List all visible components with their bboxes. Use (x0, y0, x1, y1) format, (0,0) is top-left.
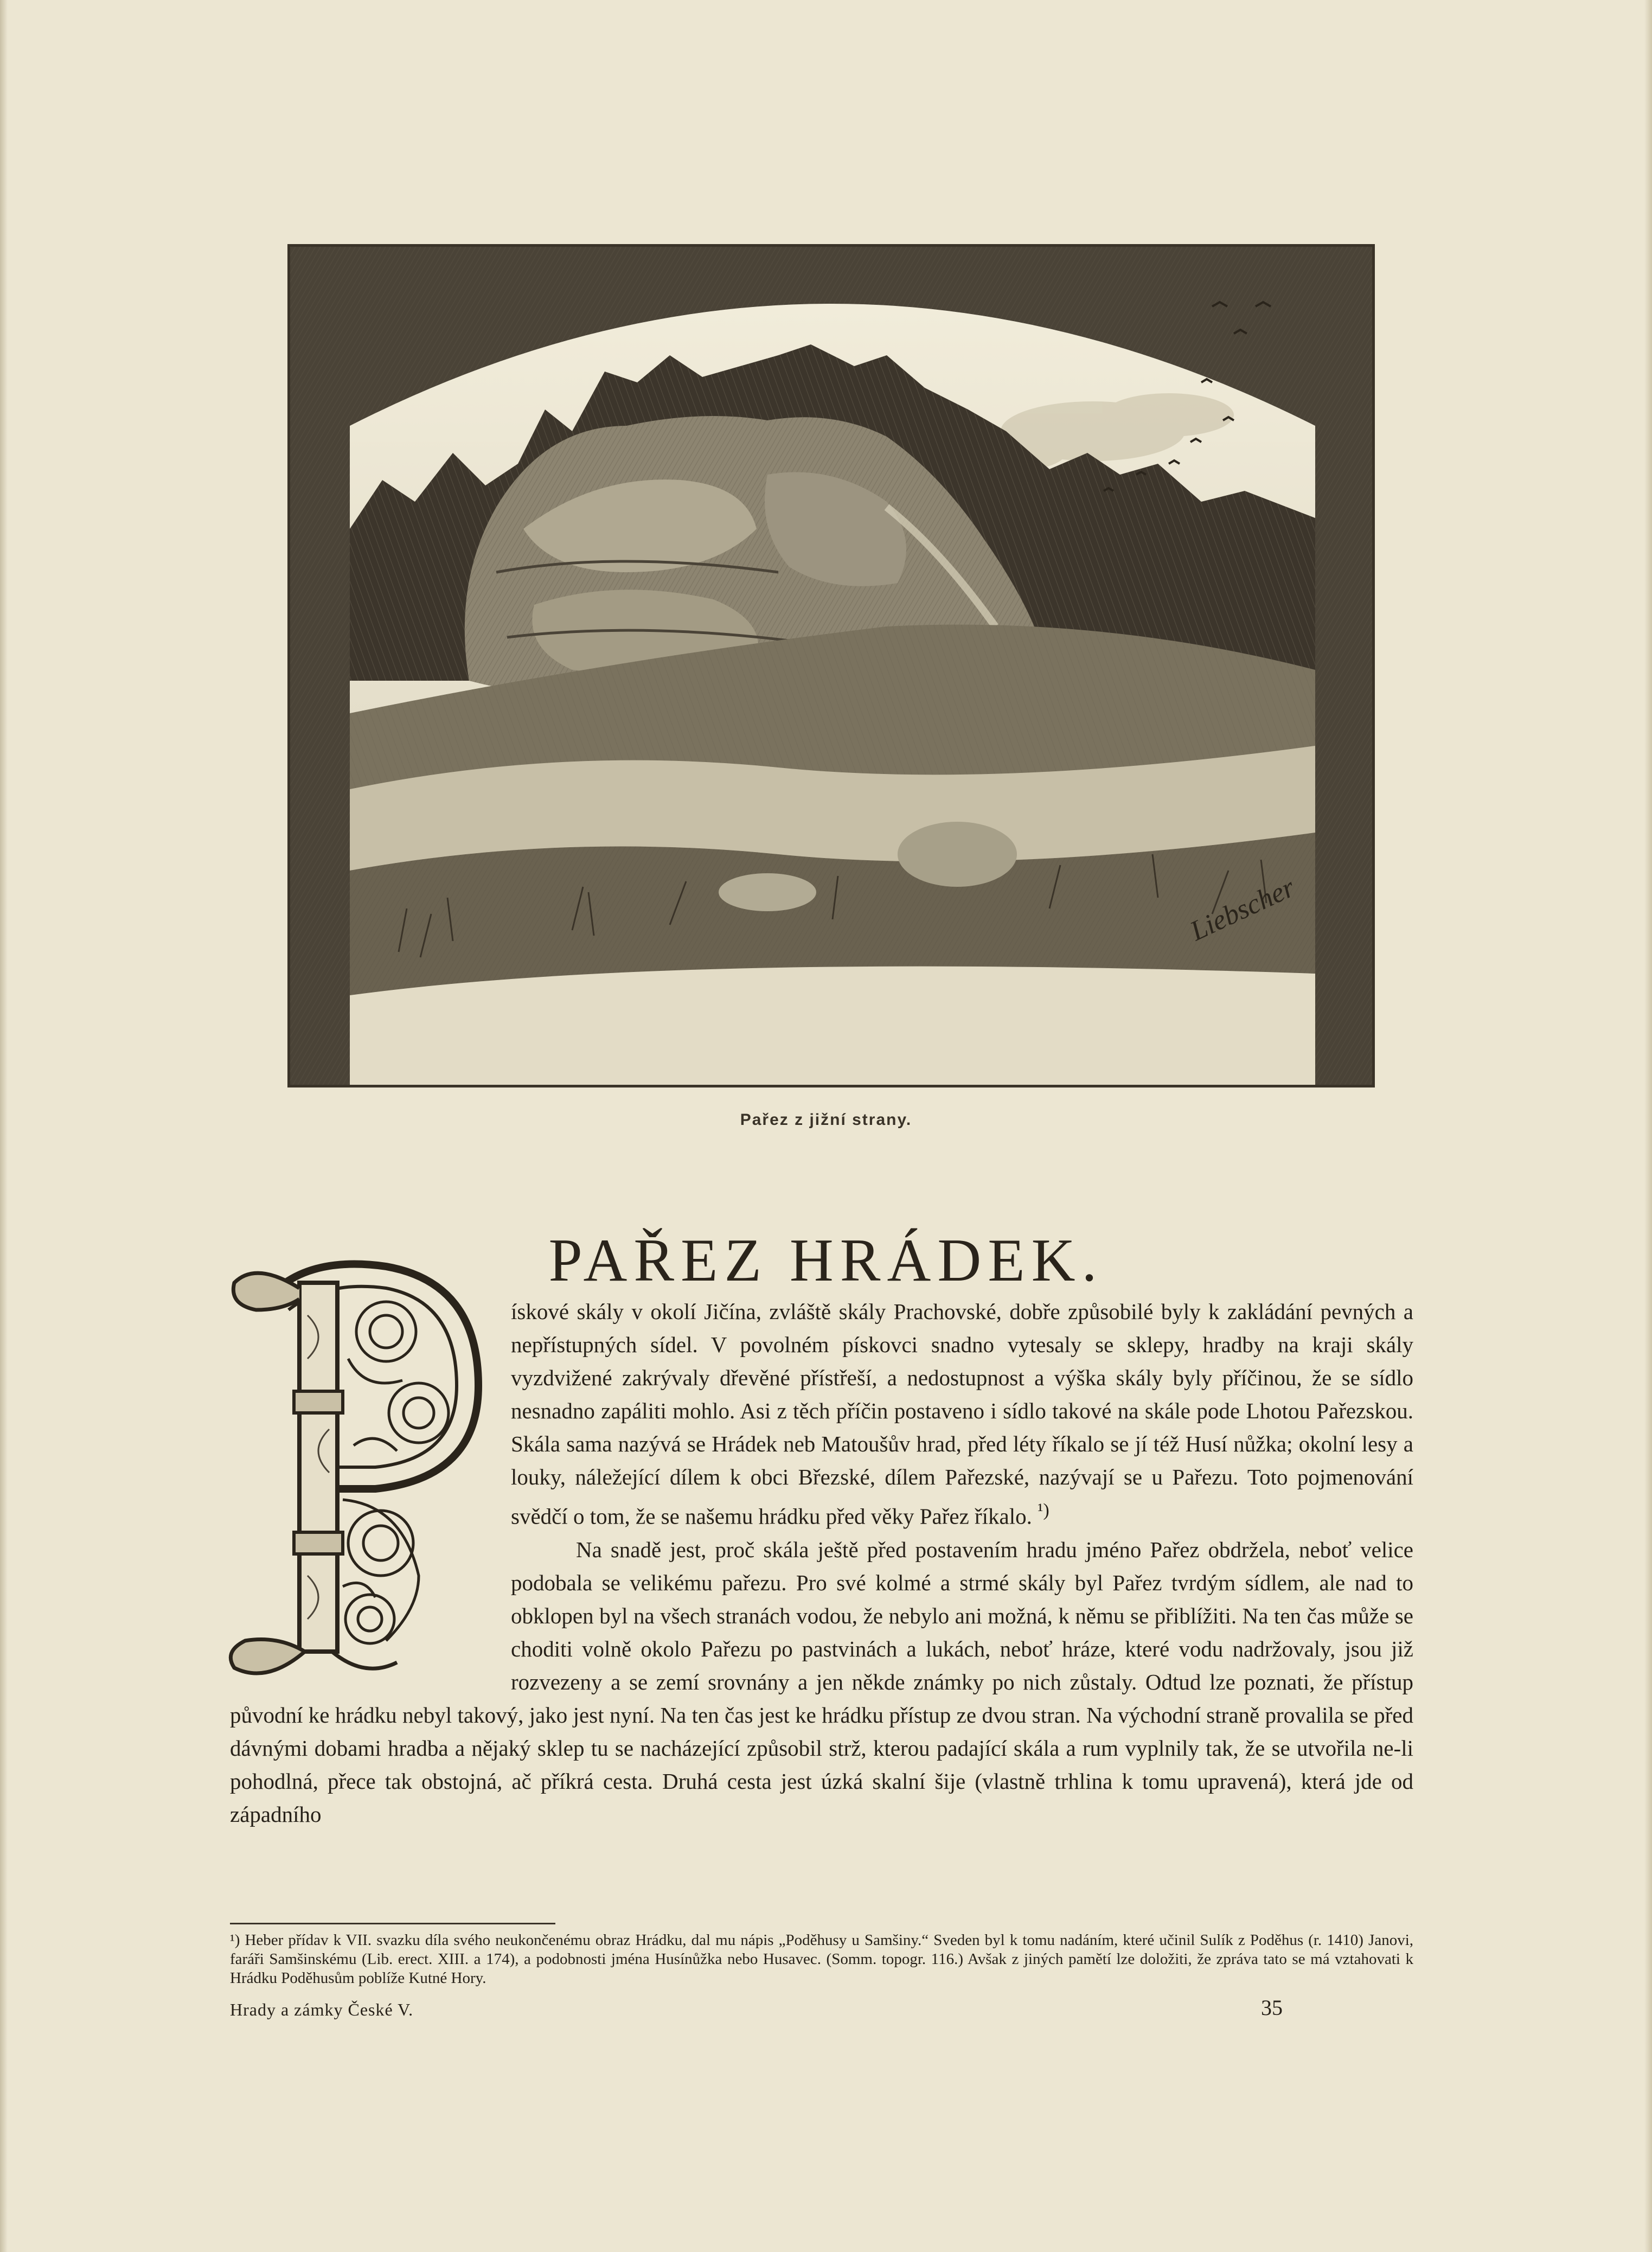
artist-signature: Liebscher (1185, 872, 1299, 947)
dropcap-space (230, 1295, 511, 1691)
book-title-footer: Hrady a zámky České V. (230, 2000, 414, 2019)
footnote-text: ¹) Heber přídav k VII. svazku díla svého neukončenému obraz Hrádku, dal mu nápis „Poděhusy u Samšiny.“ Sveden byl k tomu nadáním, které učinil Sulík z Poděhus (r. 1410) Janovi, faráři Samšinskému (Lib. erect. XIII. a 174), a podobnosti jména Husínůžka nebo Husavec. (Somm. topogr. 116.) Avšak z jiných pamětí lze doložiti, že zpráva tato se má vztahovati k Hrádku Poděhusům poblíže Kutné Hory. (230, 1931, 1413, 1987)
landscape-illustration (287, 244, 1375, 1087)
paragraph-1-text: ískové skály v okolí Jičína, zvláště skály Prachovské, dobře způsobilé byly k zakládání pevných a nepřístupných sídel. V povolném pískovci snadno vytesaly se sklepy, hradby na kraji skály vyzdvižené zakrývaly dřevěné přístřeší, a nedostupnost a výška skály byly příčinou, že se sídlo nesnadno zapáliti mohlo. Asi z těch příčin postaveno i sídlo takové na skále pode Lhotou Pařezskou. Skála sama nazývá se Hrádek neb Matoušův hrad, před léty říkalo se jí též Husí nůžka; okolní lesy a louky, náležející dílem k obci Březské, dílem Pařezské, nazývají se u Pařezu. Toto pojmenování svědčí o tom, že se našemu hrádku před věky Pařez říkalo. (511, 1299, 1413, 1529)
page-number: 35 (1261, 1995, 1283, 2020)
article-title: PAŘEZ HRÁDEK. (548, 1227, 1104, 1295)
article-body (230, 1295, 1413, 1831)
footnote-ref[interactable]: ¹) (1038, 1500, 1049, 1520)
paragraph-2: Na snadě jest, proč skála ještě před postavením hradu jméno Pařez obdržela, neboť velice podobala se velikému pařezu. Pro své kolmé a strmé skály byl Pařez tvrdým sídlem, ale nad to obklopen byl na všech stranách vodou, že nebylo ani možná, k němu se přiblížiti. Na ten čas může se choditi volně okolo Pařezu po pastvinách a lukách, neboť hráze, které vodu nadržovaly, jsou již rozvezeny a se zemí srovnány a jen někde známky po nich zůstaly. Odtud lze poznati, že přístup původní ke hrádku nebyl takový, jako jest nyní. Na ten čas jest ke hrádku přístup ze dvou stran. Na východní straně provalila se před dávnými dobami hradba a nějaký sklep tu se nacházející způsobil strž, kterou padající skála a rum vyplnily tak, že se utvořila ne-li pohodlná, přece tak obstojná, ač příkrá cesta. Druhá cesta jest úzká skalní šije (vlastně trhlina k tomu upravená), která jde od západního (230, 1537, 1413, 1827)
figure-caption: Pařez z jižní strany. (740, 1111, 912, 1129)
footnote-rule (230, 1923, 555, 1924)
